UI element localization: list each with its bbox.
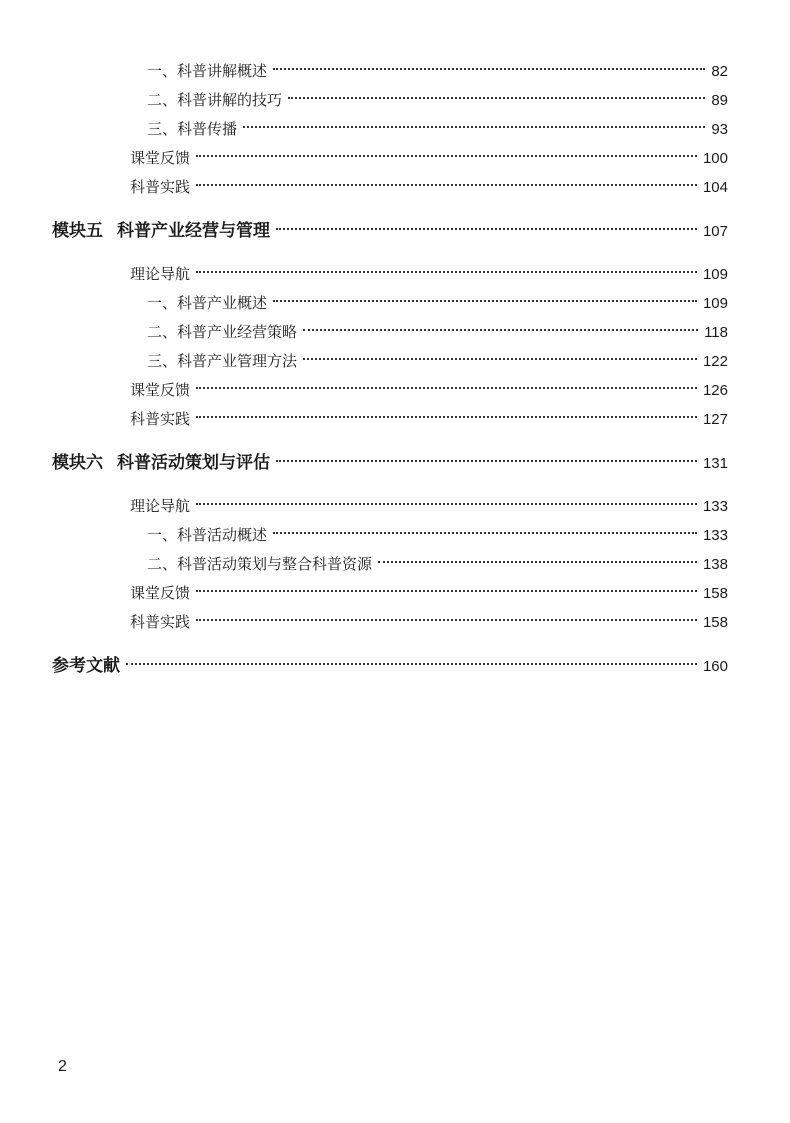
toc-page-number: 158 [702, 585, 728, 602]
toc-page-number: 104 [702, 179, 728, 196]
toc-entry-title [130, 263, 190, 285]
dot-leader [196, 394, 697, 418]
toc-entry-label: 一、科普产业概述 [147, 294, 268, 312]
dot-leader [126, 641, 697, 665]
toc-entry-label: 二、科普活动策划与整合科普资源 [147, 555, 373, 573]
toc-page-number: 100 [702, 150, 728, 167]
toc-entry-label: 三、科普产业管理方法 [147, 352, 298, 370]
toc-entry-label: 理论导航 [130, 497, 191, 515]
toc-entry[interactable] [130, 139, 728, 167]
toc-entry-title [130, 379, 190, 401]
dot-leader [196, 365, 697, 389]
toc-entry-label: 课堂反馈 [130, 381, 191, 399]
toc-entry[interactable] [147, 342, 728, 370]
dot-leader [273, 510, 697, 534]
toc-entry-label: 一、科普讲解概述 [147, 62, 268, 80]
dot-leader [303, 307, 698, 331]
toc-entry-label: 科普活动策划与评估 [117, 453, 270, 473]
dot-leader [273, 278, 697, 302]
dot-leader [196, 481, 697, 505]
page-number: 2 [58, 1058, 67, 1075]
toc-entry[interactable] [147, 110, 728, 138]
toc-page-number: 109 [702, 266, 728, 283]
toc-page-number: 158 [702, 614, 728, 631]
toc-entry[interactable] [147, 81, 728, 109]
toc-page-number: 133 [702, 498, 728, 515]
toc-module-entry[interactable] [52, 647, 728, 676]
dot-leader [273, 46, 705, 70]
dot-leader [243, 104, 705, 128]
dot-leader [196, 133, 697, 157]
toc-entry[interactable] [130, 168, 728, 196]
toc-module-entry[interactable] [52, 444, 728, 473]
toc-entry[interactable] [147, 52, 728, 80]
toc-entry-title [147, 524, 267, 546]
toc-page-number: 122 [702, 353, 728, 370]
toc-module-entry[interactable] [52, 212, 728, 241]
toc-entry-label: 科普实践 [130, 178, 191, 196]
toc-entry-label: 三、科普传播 [147, 120, 238, 138]
toc-entry-title [52, 655, 120, 677]
toc-entry-label: 理论导航 [130, 265, 191, 283]
toc-entry-title [52, 220, 270, 242]
toc-entry[interactable] [130, 371, 728, 399]
toc-entry[interactable] [130, 603, 728, 631]
toc-entry-label: 二、科普讲解的技巧 [147, 91, 283, 109]
toc-entry-title [130, 582, 190, 604]
toc-page-number: 93 [711, 121, 728, 138]
toc-page-number: 109 [702, 295, 728, 312]
toc-entry-title [52, 452, 270, 474]
toc-entry-label: 科普实践 [130, 613, 191, 631]
toc-entry-label: 科普产业经营与管理 [117, 221, 270, 241]
toc-entry-title [147, 60, 267, 82]
dot-leader [196, 597, 697, 621]
toc-page-number: 160 [702, 658, 728, 675]
toc-page-number: 107 [702, 223, 728, 240]
dot-leader [196, 162, 697, 186]
toc-entry[interactable] [147, 516, 728, 544]
toc-entry-label: 一、科普活动概述 [147, 526, 268, 544]
toc-entry[interactable] [130, 400, 728, 428]
toc-entry[interactable] [147, 313, 728, 341]
toc-entry-label: 课堂反馈 [130, 149, 191, 167]
toc-entry-title [147, 292, 267, 314]
toc-page-number: 127 [702, 411, 728, 428]
dot-leader [288, 75, 705, 99]
dot-leader [196, 249, 697, 273]
dot-leader [378, 539, 697, 563]
toc-entry-title [147, 321, 297, 343]
toc-page-number: 133 [702, 527, 728, 544]
toc-entry-label: 二、科普产业经营策略 [147, 323, 298, 341]
dot-leader [276, 206, 697, 230]
toc-entry-title [130, 176, 190, 198]
toc-entry-title [130, 611, 190, 633]
toc-page-number: 82 [711, 63, 728, 80]
toc-entry-label: 参考文献 [52, 656, 120, 676]
toc-page-number: 118 [704, 324, 728, 341]
toc-entry-title [130, 495, 190, 517]
toc-entry[interactable] [130, 574, 728, 602]
toc-entry[interactable] [147, 284, 728, 312]
toc-entry[interactable] [130, 255, 728, 283]
module-number: 模块六 [52, 453, 103, 473]
toc-entry[interactable] [130, 487, 728, 515]
toc-page-number: 131 [702, 455, 728, 472]
toc-entry[interactable] [147, 545, 728, 573]
toc-page-number: 89 [711, 92, 728, 109]
toc-entry-label: 课堂反馈 [130, 584, 191, 602]
toc-page-number: 138 [702, 556, 728, 573]
dot-leader [303, 336, 697, 360]
toc-entry-title [130, 147, 190, 169]
toc-entry-label: 科普实践 [130, 410, 191, 428]
toc-entry-title [130, 408, 190, 430]
toc-page-number: 126 [702, 382, 728, 399]
dot-leader [276, 438, 697, 462]
dot-leader [196, 568, 697, 592]
module-number: 模块五 [52, 221, 103, 241]
